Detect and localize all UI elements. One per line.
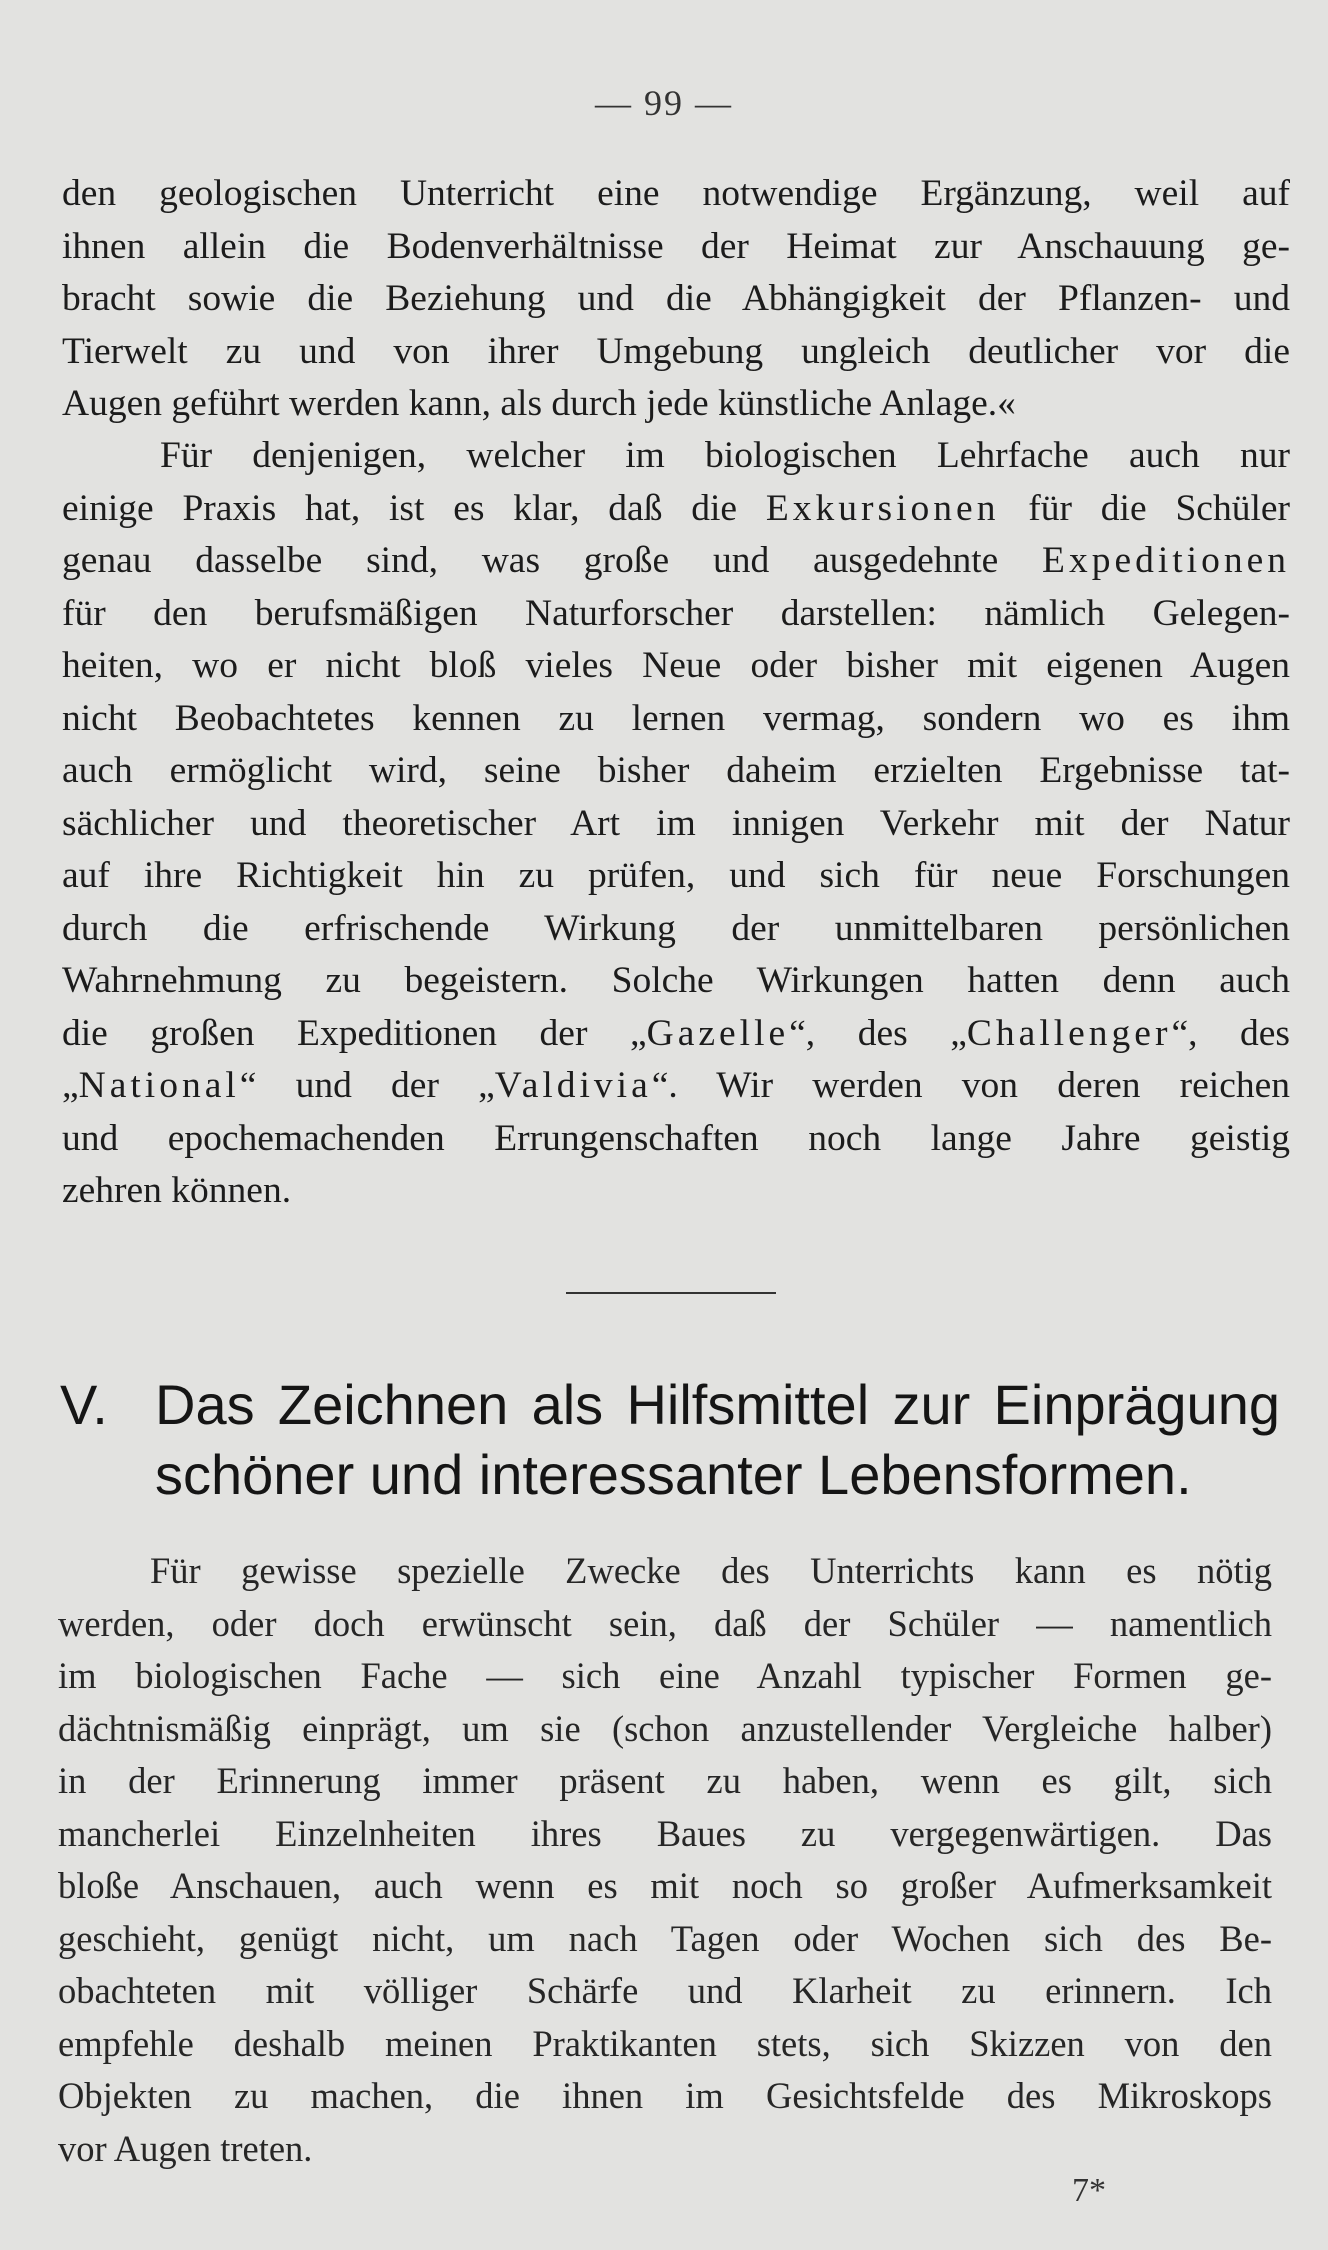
text-line: auf ihre Richtigkeit hin zu prüfen, und sich für neue Forschungen xyxy=(62,855,1290,896)
text-run: die großen Expeditionen der „ xyxy=(62,1012,647,1054)
text-line: Wahrnehmung zu begeistern. Solche Wirkungen hatten denn auch xyxy=(62,960,1290,1001)
text-line: zehren können. xyxy=(62,1170,292,1211)
paragraph-2 xyxy=(62,430,1290,1218)
text-line: in der Erinnerung immer präsent zu haben, wenn es gilt, sich xyxy=(58,1760,1272,1801)
text-line: ihnen allein die Bodenverhältnisse der Heimat zur Anschauung ge- xyxy=(62,225,1290,267)
text-line xyxy=(58,1545,1272,1598)
text-line: obachteten mit völliger Schärfe und Klarheit zu erinnern. Ich xyxy=(58,1970,1272,2011)
page-number: — 99 — xyxy=(595,83,733,123)
text-line: und epochemachenden Errungenschaften noch lange Jahre geistig xyxy=(62,1117,1290,1159)
text-run: genau dasselbe sind, was große und ausgedehnte xyxy=(62,540,1043,581)
text-line: den geologischen Unterricht eine notwendige Ergänzung, weil auf xyxy=(62,173,1290,214)
paragraph-3 xyxy=(58,1545,1272,2175)
text-line: bracht sowie die Beziehung und die Abhängigkeit der Pflanzen- und xyxy=(62,278,1290,319)
ship-name: Challenger xyxy=(966,1012,1172,1054)
text-run: “. Wir werden von deren reichen xyxy=(651,1065,1291,1106)
emphasized-term: Exkursionen xyxy=(765,487,1000,529)
text-line: empfehle deshalb meinen Praktikanten stets, sich Skizzen von den xyxy=(58,2022,1272,2064)
ship-name: National xyxy=(78,1065,240,1106)
text-line xyxy=(62,430,1290,483)
text-run: Für gewisse spezielle Zwecke des Unterrichts kann es nötig xyxy=(150,1550,1272,1591)
text-run: für die Schüler xyxy=(999,487,1290,529)
text-line: heiten, wo er nicht bloß vieles Neue oder bisher mit eigenen Augen xyxy=(62,645,1290,686)
text-line: für den berufsmäßigen Naturforscher darstellen: nämlich Gelegen- xyxy=(62,592,1290,634)
paragraph-1 xyxy=(62,168,1290,431)
text-line: sächlicher und theoretischer Art im innigen Verkehr mit der Natur xyxy=(62,802,1290,844)
text-run: “, des xyxy=(1171,1012,1290,1054)
text-line: bloße Anschauen, auch wenn es mit noch so großer Aufmerksamkeit xyxy=(58,1865,1272,1906)
section-number: V. xyxy=(60,1373,108,1436)
ship-name: Valdivia xyxy=(494,1065,652,1106)
text-run: Für denjenigen, welcher im biologischen Lehrfache auch nur xyxy=(160,435,1290,476)
section-title-line: Das Zeichnen als Hilfsmittel zur Einprägung xyxy=(155,1373,1280,1436)
text-line: durch die erfrischende Wirkung der unmittelbaren persönlichen xyxy=(62,907,1290,949)
section-divider xyxy=(566,1292,776,1294)
text-run: einige Praxis hat, ist es klar, daß die xyxy=(62,487,766,529)
section-title xyxy=(155,1370,1280,1510)
text-line: dächtnismäßig einprägt, um sie (schon anzustellender Vergleiche halber) xyxy=(58,1707,1272,1749)
text-line: geschieht, genügt nicht, um nach Tagen oder Wochen sich des Be- xyxy=(58,1917,1272,1959)
text-line: mancherlei Einzelnheiten ihres Baues zu vergegenwärtigen. Das xyxy=(58,1812,1272,1854)
text-line xyxy=(62,1008,1290,1061)
text-line xyxy=(62,1060,1290,1113)
text-run: “, des „ xyxy=(789,1012,967,1054)
text-line: Objekten zu machen, die ihnen im Gesichtsfelde des Mikroskops xyxy=(58,2075,1272,2116)
text-line: Augen geführt werden kann, als durch jede künstliche Anlage.« xyxy=(62,383,1016,424)
text-line xyxy=(62,483,1290,536)
signature-mark: 7* xyxy=(1072,2172,1106,2209)
text-run: “ und der „ xyxy=(239,1065,495,1106)
emphasized-term: Expeditionen xyxy=(1042,540,1290,581)
text-line: nicht Beobachtetes kennen zu lernen vermag, sondern wo es ihm xyxy=(62,697,1290,739)
text-line: auch ermöglicht wird, seine bisher daheim erzielten Ergebnisse tat- xyxy=(62,750,1290,791)
text-line xyxy=(62,535,1290,588)
text-run: „ xyxy=(62,1065,79,1106)
text-line: Tierwelt zu und von ihrer Umgebung ungleich deutlicher vor die xyxy=(62,330,1290,372)
section-title-line: schöner und interessanter Lebensformen. xyxy=(155,1443,1192,1506)
ship-name: Gazelle xyxy=(646,1012,790,1054)
text-line: im biologischen Fache — sich eine Anzahl typischer Formen ge- xyxy=(58,1655,1272,1696)
text-line: werden, oder doch erwünscht sein, daß der Schüler — namentlich xyxy=(58,1602,1272,1644)
text-line: vor Augen treten. xyxy=(58,2127,313,2169)
